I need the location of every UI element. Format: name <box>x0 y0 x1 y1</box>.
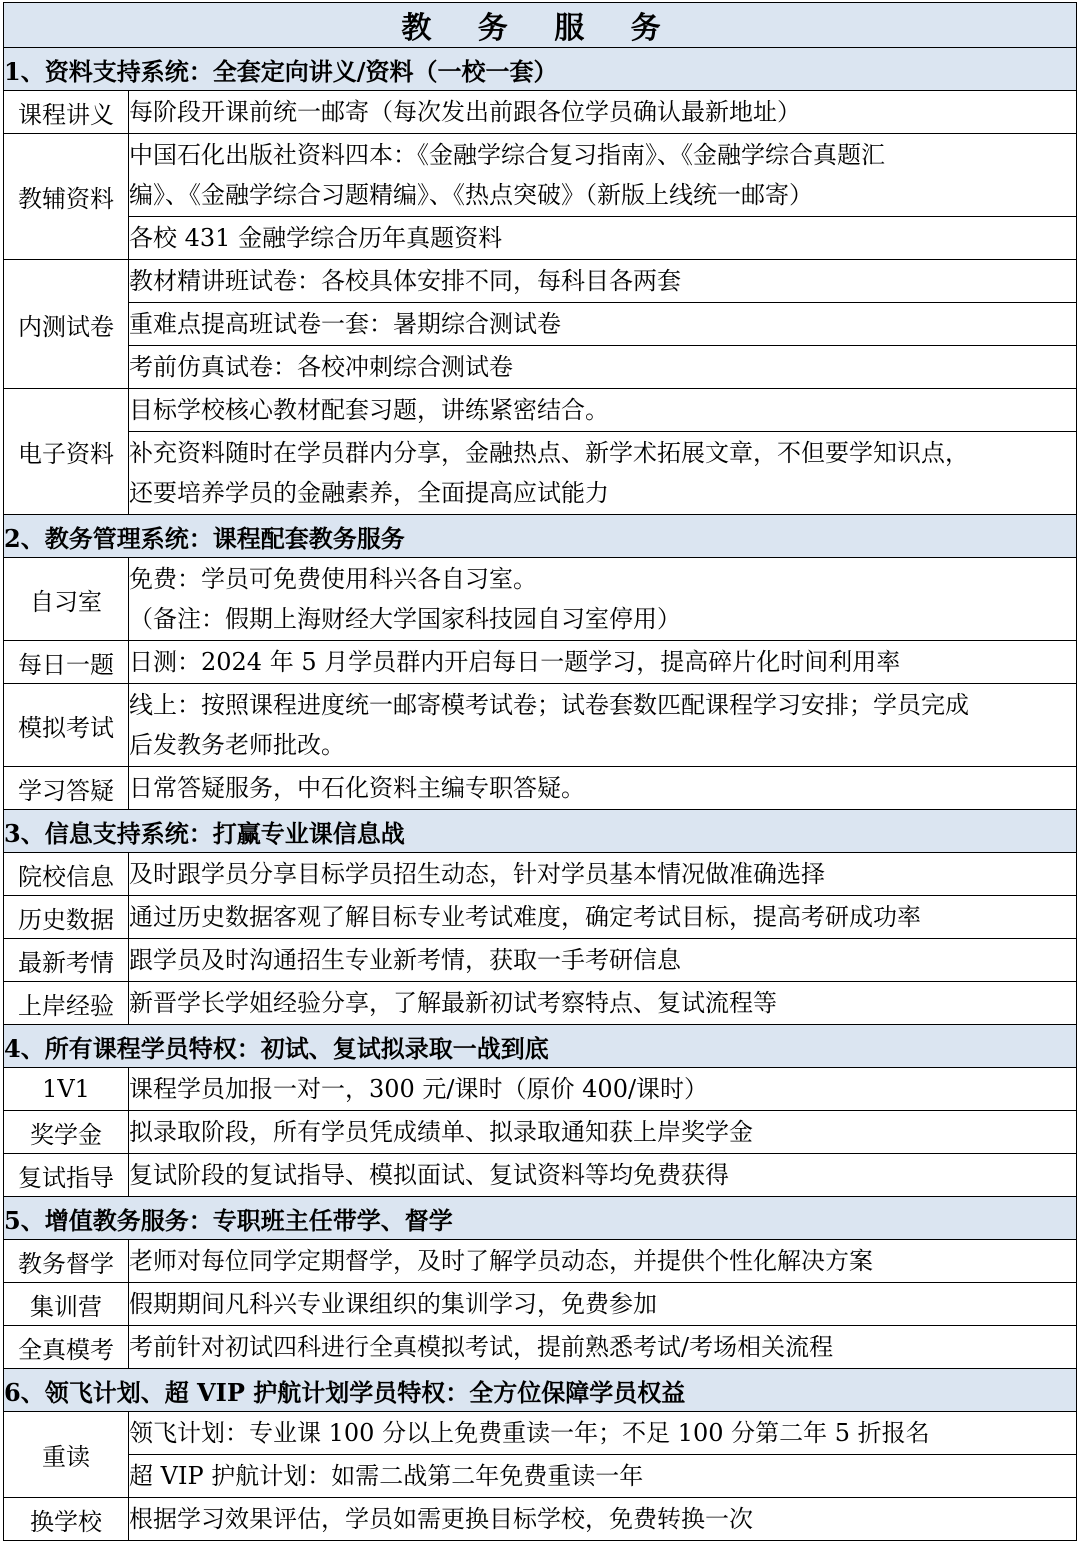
content-line: 各校 431 金融学综合历年真题资料 <box>129 224 503 252</box>
row-content <box>129 389 1077 432</box>
content-line: 老师对每位同学定期督学，及时了解学员动态，并提供个性化解决方案 <box>129 1247 873 1275</box>
table-row <box>4 896 1077 939</box>
table-row <box>4 1240 1077 1283</box>
row-content <box>129 432 1077 515</box>
row-label: 1V1 <box>4 1068 129 1111</box>
table-row <box>4 641 1077 684</box>
table-row <box>4 939 1077 982</box>
table-row <box>4 260 1077 303</box>
table-row <box>4 91 1077 134</box>
title-row <box>4 3 1077 48</box>
row-label: 复试指导 <box>4 1154 129 1197</box>
content-line: 新晋学长学姐经验分享，了解最新初试考察特点、复试流程等 <box>129 989 777 1017</box>
row-label: 教辅资料 <box>4 134 129 260</box>
table-row <box>4 1326 1077 1369</box>
row-content <box>129 260 1077 303</box>
content-line: 后发教务老师批改。 <box>129 731 345 759</box>
table-row <box>4 684 1077 767</box>
table-row <box>4 346 1077 389</box>
table-row <box>4 1412 1077 1455</box>
row-content <box>129 982 1077 1025</box>
table-row <box>4 1111 1077 1154</box>
row-content <box>129 134 1077 217</box>
content-line: 及时跟学员分享目标学员招生动态，针对学员基本情况做准确选择 <box>129 860 825 888</box>
content-line: 重难点提高班试卷一套：暑期综合测试卷 <box>129 310 561 338</box>
content-line: 拟录取阶段，所有学员凭成绩单、拟录取通知获上岸奖学金 <box>129 1118 753 1146</box>
row-content <box>129 939 1077 982</box>
row-label: 重读 <box>4 1412 129 1498</box>
row-label: 院校信息 <box>4 853 129 896</box>
content-line: 跟学员及时沟通招生专业新考情，获取一手考研信息 <box>129 946 681 974</box>
section-heading: 1、资料支持系统：全套定向讲义/资料（一校一套） <box>4 48 1077 91</box>
section-header-row <box>4 1025 1077 1068</box>
row-content <box>129 684 1077 767</box>
row-content <box>129 853 1077 896</box>
table-row <box>4 1498 1077 1541</box>
row-label: 最新考情 <box>4 939 129 982</box>
row-label: 每日一题 <box>4 641 129 684</box>
section-header-row <box>4 48 1077 91</box>
section-header-row <box>4 810 1077 853</box>
row-label: 学习答疑 <box>4 767 129 810</box>
row-content <box>129 896 1077 939</box>
page-title: 教 务 服 务 <box>4 3 1077 48</box>
table-row <box>4 1068 1077 1111</box>
table-row <box>4 432 1077 515</box>
table-row <box>4 389 1077 432</box>
row-content <box>129 1154 1077 1197</box>
content-line: 超 VIP 护航计划：如需二战第二年免费重读一年 <box>129 1462 644 1490</box>
row-content <box>129 303 1077 346</box>
row-content <box>129 558 1077 641</box>
section-header-row <box>4 1197 1077 1240</box>
service-table <box>3 2 1077 1541</box>
table-row <box>4 982 1077 1025</box>
section-header-row <box>4 1369 1077 1412</box>
content-line: 目标学校核心教材配套习题，讲练紧密结合。 <box>129 396 609 424</box>
content-line: 免费：学员可免费使用科兴各自习室。 <box>129 565 537 593</box>
content-line: 考前仿真试卷：各校冲刺综合测试卷 <box>129 353 513 381</box>
content-line: 领飞计划：专业课 100 分以上免费重读一年；不足 100 分第二年 5 折报名 <box>129 1419 930 1447</box>
row-label: 历史数据 <box>4 896 129 939</box>
content-line: 日测：2024 年 5 月学员群内开启每日一题学习，提高碎片化时间利用率 <box>129 648 901 676</box>
row-content <box>129 346 1077 389</box>
content-line: 中国石化出版社资料四本：《金融学综合复习指南》、《金融学综合真题汇 <box>129 141 885 169</box>
row-content <box>129 1111 1077 1154</box>
row-content <box>129 91 1077 134</box>
section-heading: 6、领飞计划、超 VIP 护航计划学员特权：全方位保障学员权益 <box>4 1369 1077 1412</box>
table-row <box>4 1154 1077 1197</box>
section-heading: 2、教务管理系统：课程配套教务服务 <box>4 515 1077 558</box>
table-row <box>4 853 1077 896</box>
row-content <box>129 1068 1077 1111</box>
content-line: 补充资料随时在学员群内分享，金融热点、新学术拓展文章，不但要学知识点， <box>129 439 969 467</box>
table-row <box>4 1283 1077 1326</box>
table-row <box>4 303 1077 346</box>
section-heading: 5、增值教务服务：专职班主任带学、督学 <box>4 1197 1077 1240</box>
row-label: 全真模考 <box>4 1326 129 1369</box>
row-content <box>129 641 1077 684</box>
table-row <box>4 1455 1077 1498</box>
content-line: 教材精讲班试卷：各校具体安排不同，每科目各两套 <box>129 267 681 295</box>
table-row <box>4 134 1077 217</box>
table-row <box>4 767 1077 810</box>
content-line: 还要培养学员的金融素养，全面提高应试能力 <box>129 479 609 507</box>
row-label: 上岸经验 <box>4 982 129 1025</box>
content-line: 编》、《金融学综合习题精编》、《热点突破》（新版上线统一邮寄） <box>129 181 813 209</box>
content-line: 每阶段开课前统一邮寄（每次发出前跟各位学员确认最新地址） <box>129 98 801 126</box>
content-line: 根据学习效果评估，学员如需更换目标学校，免费转换一次 <box>129 1505 753 1533</box>
content-line: 日常答疑服务，中石化资料主编专职答疑。 <box>129 774 585 802</box>
content-line: 线上：按照课程进度统一邮寄模考试卷；试卷套数匹配课程学习安排；学员完成 <box>129 691 969 719</box>
content-line: 通过历史数据客观了解目标专业考试难度，确定考试目标，提高考研成功率 <box>129 903 921 931</box>
row-label: 模拟考试 <box>4 684 129 767</box>
table-row <box>4 217 1077 260</box>
row-content <box>129 1283 1077 1326</box>
row-label: 奖学金 <box>4 1111 129 1154</box>
row-content <box>129 1455 1077 1498</box>
content-line: 复试阶段的复试指导、模拟面试、复试资料等均免费获得 <box>129 1161 729 1189</box>
content-line: 考前针对初试四科进行全真模拟考试，提前熟悉考试/考场相关流程 <box>129 1333 834 1361</box>
row-label: 自习室 <box>4 558 129 641</box>
row-content <box>129 1326 1077 1369</box>
row-content <box>129 767 1077 810</box>
section-header-row <box>4 515 1077 558</box>
row-content <box>129 1498 1077 1541</box>
row-label: 课程讲义 <box>4 91 129 134</box>
row-content <box>129 1240 1077 1283</box>
section-heading: 3、信息支持系统：打赢专业课信息战 <box>4 810 1077 853</box>
content-line: （备注：假期上海财经大学国家科技园自习室停用） <box>129 605 681 633</box>
section-heading: 4、所有课程学员特权：初试、复试拟录取一战到底 <box>4 1025 1077 1068</box>
row-label: 内测试卷 <box>4 260 129 389</box>
row-label: 教务督学 <box>4 1240 129 1283</box>
row-label: 集训营 <box>4 1283 129 1326</box>
row-label: 电子资料 <box>4 389 129 515</box>
row-content <box>129 1412 1077 1455</box>
content-line: 课程学员加报一对一，300 元/课时（原价 400/课时） <box>129 1075 709 1103</box>
row-content <box>129 217 1077 260</box>
row-label: 换学校 <box>4 1498 129 1541</box>
table-row <box>4 558 1077 641</box>
content-line: 假期期间凡科兴专业课组织的集训学习，免费参加 <box>129 1290 657 1318</box>
